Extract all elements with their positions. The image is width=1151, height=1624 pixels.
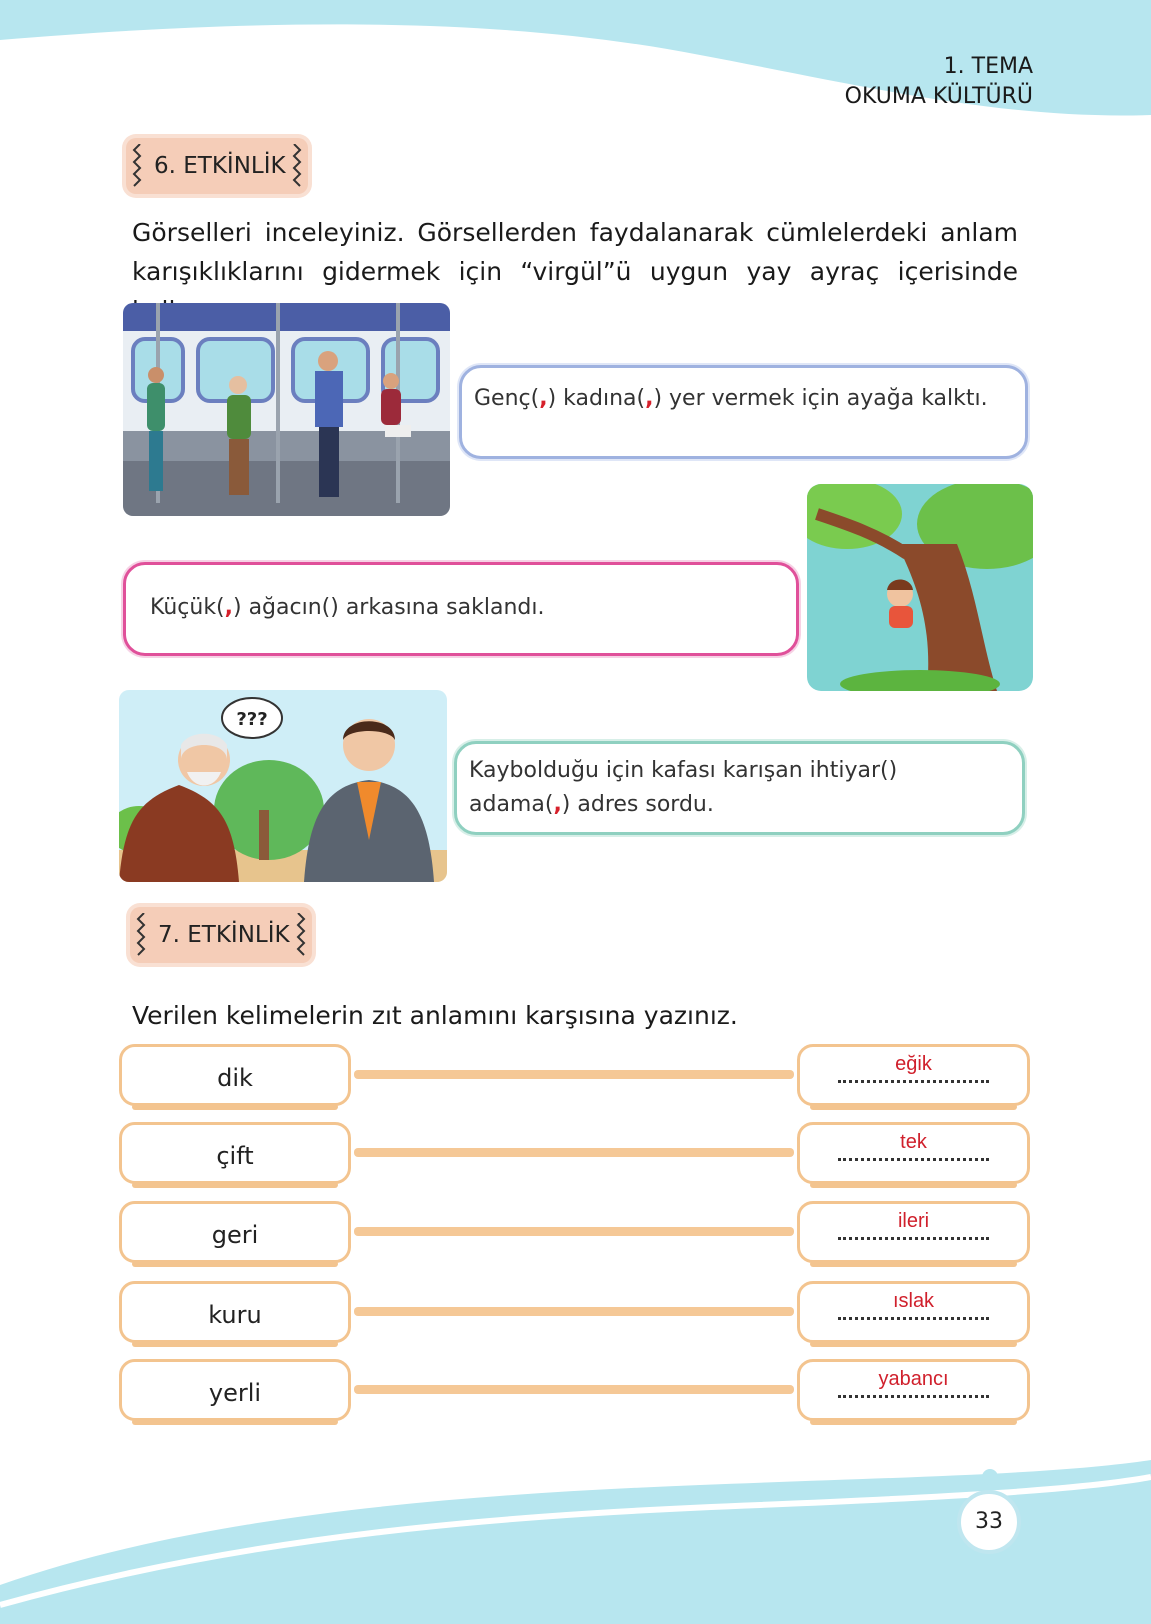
comma-answer: , [224, 595, 233, 620]
sentence-3: Kaybolduğu için kafası karışan ihtiyar() adama(,) adres sordu. [469, 758, 898, 817]
answer-text: ıslak [892, 1290, 935, 1312]
answer-text: eğik [895, 1053, 932, 1075]
speech-bubble-text: ??? [236, 709, 268, 730]
bus-scene-image [123, 303, 450, 516]
word-box: çift [119, 1122, 351, 1184]
word-box: geri [119, 1201, 351, 1263]
activity-7-label-text: 7. ETKİNLİK [158, 922, 290, 948]
activity-6-label-text: 6. ETKİNLİK [154, 153, 286, 179]
activity-6-instruction: Görselleri inceleyiniz. Görsellerden faydalanarak cümlelerdeki anlam karışıklıklarını gidermek için “virgül”ü uygun yay ayraç içerisinde [132, 218, 1018, 286]
connector-line [354, 1148, 794, 1157]
connector-line [354, 1070, 794, 1079]
connector-line [354, 1227, 794, 1236]
activity-7-instruction: Verilen kelimelerin zıt anlamını karşısına yazınız. [132, 1001, 738, 1030]
connector-line [354, 1307, 794, 1316]
word-box: kuru [119, 1281, 351, 1343]
dotted-line [838, 1317, 989, 1320]
comma-answer: , [645, 386, 654, 411]
comma-answer: , [553, 792, 562, 817]
theme-header [845, 52, 1033, 112]
sentence-box-3 [454, 741, 1025, 835]
theme-title: OKUMA KÜLTÜRÜ [844, 84, 1033, 109]
answer-box [797, 1281, 1030, 1343]
answer-box [797, 1359, 1030, 1421]
word-box: yerli [119, 1359, 351, 1421]
answer-text: yabancı [878, 1368, 949, 1390]
connector-line [354, 1385, 794, 1394]
word-box: dik [119, 1044, 351, 1106]
dotted-line [838, 1080, 989, 1083]
comma-answer: , [539, 386, 548, 411]
page-number: 33 [957, 1490, 1021, 1554]
dotted-line [838, 1237, 989, 1240]
activity-7-label [130, 907, 312, 963]
girl-tree-image [807, 484, 1033, 691]
answer-box [797, 1122, 1030, 1184]
answer-box [797, 1044, 1030, 1106]
answer-box [797, 1201, 1030, 1263]
theme-number: 1. TEMA [943, 54, 1033, 79]
dotted-line [838, 1158, 989, 1161]
sentence-2: Küçük(,) ağacın() arkasına saklandı. [150, 595, 545, 620]
answer-text: tek [900, 1131, 927, 1153]
answer-text: ileri [897, 1210, 930, 1232]
sentence-1: Genç(,) kadına(,) yer vermek için ayağa kalktı. [474, 386, 988, 411]
sentence-box-1 [459, 365, 1028, 459]
dotted-line [838, 1395, 989, 1398]
activity-6-label [126, 138, 308, 194]
directions-scene-image [119, 690, 447, 882]
sentence-box-2 [123, 562, 799, 656]
